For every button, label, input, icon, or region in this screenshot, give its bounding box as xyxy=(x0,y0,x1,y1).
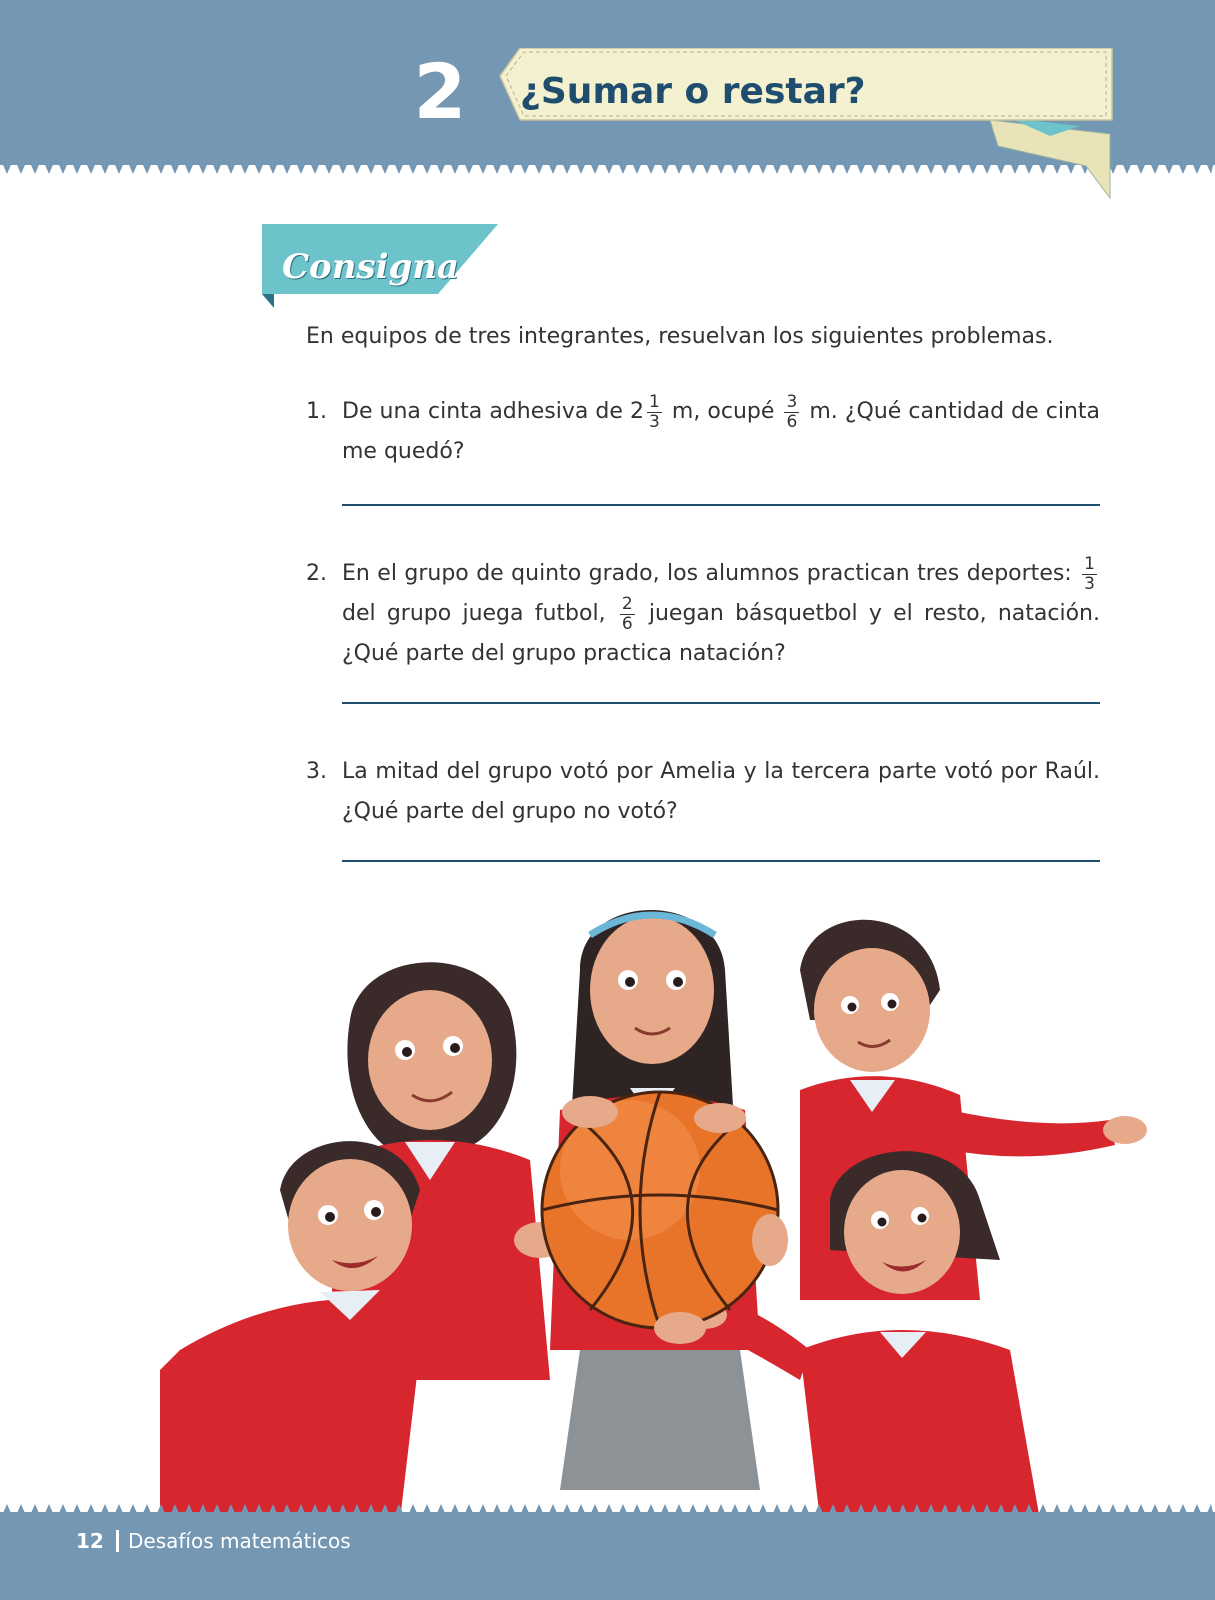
fraction-numerator: 1 xyxy=(648,391,660,412)
book-title: Desafíos matemáticos xyxy=(128,1529,351,1553)
fraction-denominator: 6 xyxy=(786,411,798,432)
problem-number: 1. xyxy=(306,399,327,424)
fraction-denominator: 3 xyxy=(648,411,660,432)
answer-line-3[interactable] xyxy=(342,860,1100,862)
problem-number: 2. xyxy=(306,561,327,586)
fraction xyxy=(620,595,635,634)
consigna-label: Consigna xyxy=(282,247,460,287)
problem-3 xyxy=(306,752,1100,832)
children-basketball-illustration xyxy=(160,880,1180,1520)
instruction-text: En equipos de tres integrantes, resuelvan los siguientes problemas. xyxy=(306,324,1054,349)
answer-line-2[interactable] xyxy=(342,702,1100,704)
problem-text-part: m. ¿Qué cantidad de cinta me quedó? xyxy=(342,399,1100,464)
footer-separator xyxy=(116,1530,119,1552)
problem-1 xyxy=(306,392,1100,472)
fraction-denominator: 3 xyxy=(1084,573,1095,594)
problem-text-part: m, ocupé xyxy=(664,399,782,424)
problem-text-part: En el grupo de quinto grado, los alumnos practican tres deportes: xyxy=(342,561,1080,586)
problem-text-part: del grupo juega futbol, xyxy=(342,601,617,626)
problem-text xyxy=(342,392,1100,472)
fraction xyxy=(784,393,799,432)
lesson-number: 2 xyxy=(413,47,467,136)
lesson-title: ¿Sumar o restar? xyxy=(520,71,866,112)
basketball xyxy=(542,1092,778,1328)
problem-text-part: juegan básquetbol y el resto, natación. ¿Qué parte del grupo practica natación? xyxy=(342,601,1100,666)
fraction-numerator: 2 xyxy=(621,593,633,614)
fraction xyxy=(1082,555,1097,594)
problem-number: 3. xyxy=(306,759,327,784)
problem-text: La mitad del grupo votó por Amelia y la tercera parte votó por Raúl. ¿Qué parte del grupo no votó? xyxy=(342,759,1100,824)
fraction-numerator: 1 xyxy=(1084,553,1095,574)
page-number: 12 xyxy=(76,1529,104,1553)
problem-text xyxy=(342,554,1100,674)
fraction-numerator: 3 xyxy=(786,391,798,412)
fraction-denominator: 6 xyxy=(621,613,633,634)
problem-2 xyxy=(306,554,1100,674)
fraction xyxy=(647,393,662,432)
answer-line-1[interactable] xyxy=(342,504,1100,506)
problem-text-part: De una cinta adhesiva de 2 xyxy=(342,399,644,424)
